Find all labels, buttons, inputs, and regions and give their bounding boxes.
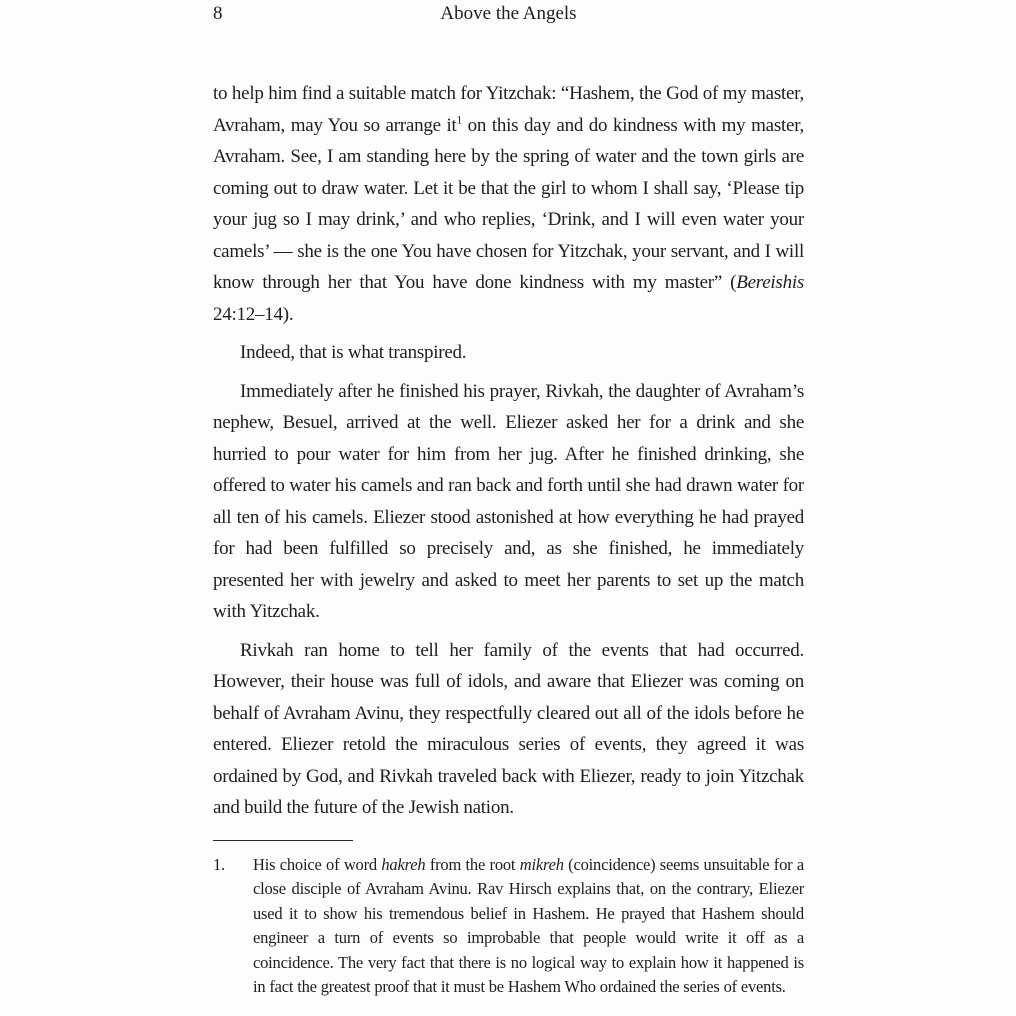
- text-run: Indeed, that is what transpired.: [240, 342, 467, 363]
- paragraph: [213, 78, 804, 330]
- paragraph: [213, 337, 804, 369]
- text-run: His choice of word: [253, 854, 382, 874]
- footnote-separator: [213, 840, 353, 841]
- footnote-section: [213, 840, 804, 1000]
- footnote-marker: 1.: [213, 854, 225, 874]
- italic-text: hakreh: [381, 854, 426, 874]
- italic-text: Bereishis: [736, 272, 804, 293]
- text-run: Immediately after he finished his prayer, Rivkah, the daughter of Avraham’s nephew, Besuel, arrived at the well. Eliezer asked her for a drink and she hurried to pour water for him from her jug. After he finished drinking, she offered to water his camels and ran back and forth until she had drawn water for all ten of his camels. Eliezer stood astonished at how everything he had prayed for had been fulfilled so precisely and, as she finished, he immediately presented her with jewelry and asked to meet her parents to set up the match with Yitzchak.: [213, 380, 804, 622]
- footnote-reference: 1: [456, 114, 462, 127]
- text-run: on this day and do kindness with my master, Avraham. See, I am standing here by the spring of water and the town girls are coming out to draw water. Let it be that the girl to whom I shall say, ‘Please tip your jug so I may drink,’ and who replies, ‘Drink, and I will even water your camels’ — she is the one You have chosen for Yitzchak, your servant, and I will know through her that You have done kindness with my master” (: [213, 114, 805, 293]
- page-header: [213, 2, 804, 26]
- footnote: [213, 853, 804, 1000]
- paragraph: [213, 635, 804, 824]
- italic-text: mikreh: [519, 854, 564, 874]
- text-run: 24:12–14).: [213, 303, 294, 325]
- text-run: (coincidence) seems unsuitable for a close disciple of Avraham Avinu. Rav Hirsch explains that, on the contrary, Eliezer used it to show his tremendous belief in Hashem. He prayed that Hashem should engineer a turn of events so improbable that people would write it off as a coincidence. The very fact that there is no logical way to explain how it happened is in fact the greatest proof that it must be Hashem Who ordained the series of events.: [253, 854, 804, 996]
- paragraph: [213, 376, 804, 628]
- text-run: from the root: [425, 854, 520, 874]
- text-run: Rivkah ran home to tell her family of the events that had occurred. However, their house was full of idols, and aware that Eliezer was coming on behalf of Avraham Avinu, they respectfully cleared out all of the idols before he entered. Eliezer retold the miraculous series of events, they agreed it was ordained by God, and Rivkah traveled back with Eliezer, ready to join Yitzchak and build the future of the Jewish nation.: [213, 639, 804, 818]
- running-title: Above the Angels: [440, 3, 577, 24]
- footnote-text: [253, 855, 804, 997]
- page-number: 8: [213, 3, 223, 24]
- text-run: to help him find a suitable match for Yitzchak: “Hashem, the God of my master, Avraham, may You so arrange it: [213, 83, 804, 136]
- body-text: [213, 78, 804, 824]
